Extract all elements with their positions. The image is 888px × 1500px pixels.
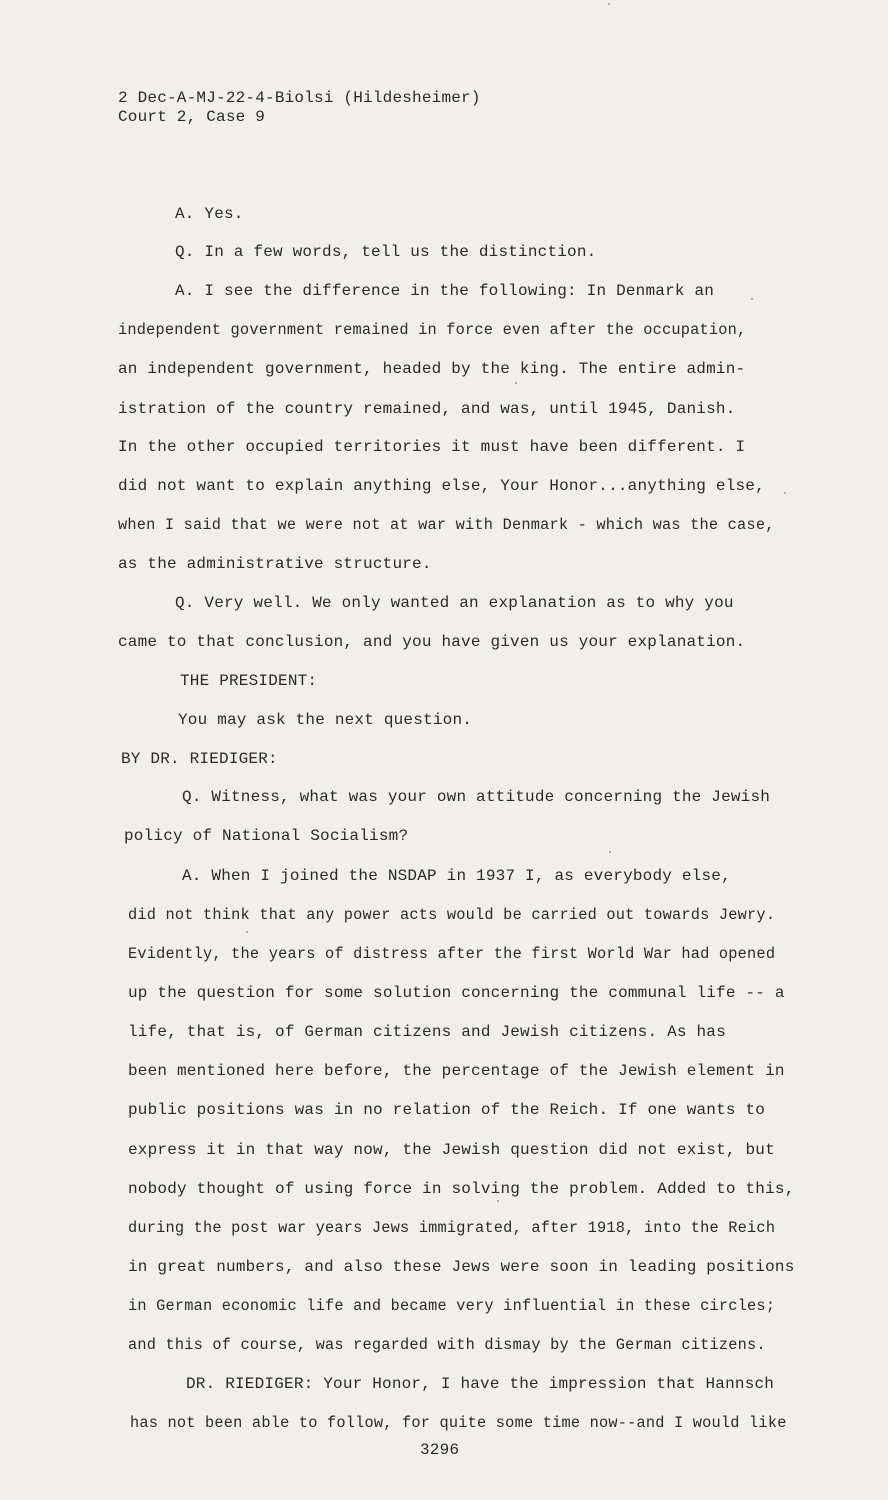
- transcript-line: public positions was in no relation of the Reich. If one wants to: [128, 1101, 766, 1119]
- transcript-line: life, that is, of German citizens and Jewish citizens. As has: [128, 1023, 726, 1041]
- transcript-line: In the other occupied territories it must have been different. I: [118, 438, 746, 456]
- transcript-line: did not think that any power acts would be carried out towards Jewry.: [128, 906, 776, 924]
- transcript-line: independent government remained in force even after the occupation,: [118, 321, 747, 339]
- transcript-line: been mentioned here before, the percentage of the Jewish element in: [128, 1062, 785, 1080]
- transcript-line: when I said that we were not at war with Denmark - which was the case,: [118, 516, 775, 534]
- transcript-line: up the question for some solution concerning the communal life -- a: [128, 984, 785, 1002]
- transcript-line: policy of National Socialism?: [124, 827, 409, 845]
- court-case-header: Court 2, Case 9: [118, 108, 266, 126]
- transcript-line: A. When I joined the NSDAP in 1937 I, as everybody else,: [182, 867, 731, 885]
- paper-speck: [246, 931, 248, 933]
- transcript-line: and this of course, was regarded with dismay by the German citizens.: [128, 1336, 766, 1354]
- transcript-line: came to that conclusion, and you have given us your explanation.: [118, 633, 746, 651]
- paper-speck: [515, 382, 517, 384]
- transcript-line: express it in that way now, the Jewish question did not exist, but: [128, 1141, 775, 1159]
- transcript-line: Q. Witness, what was your own attitude concerning the Jewish: [182, 788, 771, 806]
- paper-speck: [784, 492, 786, 494]
- paper-speck: [609, 851, 611, 853]
- speaker-heading: BY DR. RIEDIGER:: [121, 750, 278, 768]
- transcript-line: A. Yes.: [175, 205, 244, 223]
- transcript-line: in German economic life and became very influential in these circles;: [128, 1297, 776, 1315]
- page-number: 3296: [420, 1441, 460, 1459]
- transcript-line: during the post war years Jews immigrated, after 1918, into the Reich: [128, 1219, 776, 1237]
- transcript-line: in great numbers, and also these Jews were soon in leading positions: [128, 1258, 795, 1276]
- transcript-line: has not been able to follow, for quite some time now--and I would like: [130, 1414, 787, 1432]
- transcript-line: You may ask the next question.: [178, 711, 473, 729]
- transcript-line: Q. Very well. We only wanted an explanation as to why you: [175, 594, 734, 612]
- transcript-line: A. I see the difference in the following: In Denmark an: [175, 282, 715, 300]
- transcript-line: istration of the country remained, and was, until 1945, Danish.: [118, 400, 736, 418]
- transcript-line: as the administrative structure.: [118, 555, 432, 573]
- paper-speck: [751, 298, 753, 300]
- speaker-heading: THE PRESIDENT:: [180, 672, 318, 690]
- transcript-line: an independent government, headed by the king. The entire admin-: [118, 360, 746, 378]
- transcript-line: nobody thought of using force in solving the problem. Added to this,: [128, 1180, 795, 1198]
- transcript-line: Evidently, the years of distress after the first World War had opened: [128, 945, 776, 963]
- paper-speck: [608, 3, 610, 5]
- transcript-line: DR. RIEDIGER: Your Honor, I have the impression that Hannsch: [186, 1375, 775, 1393]
- paper-speck: [497, 1200, 499, 1202]
- doc-id-header: 2 Dec-A-MJ-22-4-Biolsi (Hildesheimer): [118, 89, 481, 107]
- transcript-line: did not want to explain anything else, Your Honor...anything else,: [118, 477, 765, 495]
- transcript-line: Q. In a few words, tell us the distinction.: [175, 243, 597, 261]
